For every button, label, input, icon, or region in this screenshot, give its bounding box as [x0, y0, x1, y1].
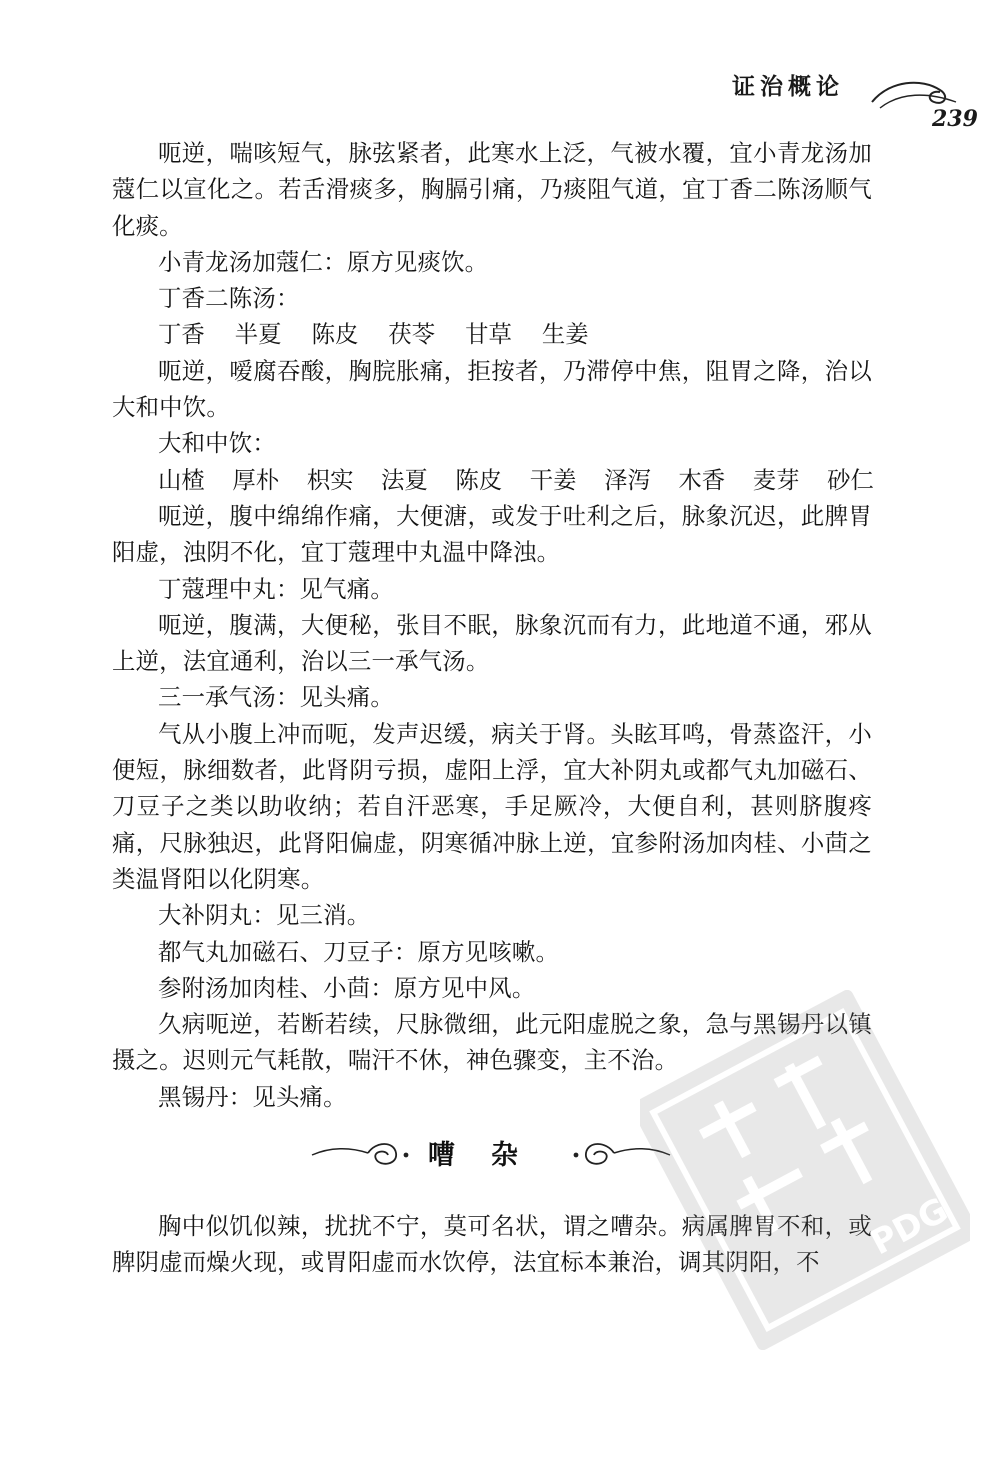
- formula-reference: 都气丸加磁石、刀豆子：原方见咳嗽。: [158, 937, 560, 966]
- formula-reference: 参附汤加肉桂、小茴：原方见中风。: [158, 973, 536, 1002]
- herb-item: 砂仁: [827, 465, 874, 494]
- main-text: [0, 135, 983, 1115]
- herb-item: 丁香: [158, 320, 205, 349]
- herb-item: 山楂: [158, 465, 205, 494]
- herb-item: 厚朴: [232, 465, 280, 494]
- herb-item: 生姜: [541, 320, 589, 349]
- herb-item: 枳实: [306, 465, 354, 494]
- formula-reference: 丁蔻理中丸：见气痛。: [158, 574, 394, 603]
- herb-list: [0, 462, 874, 498]
- paragraph: 久病呃逆，若断若续，尺脉微细，此元阳虚脱之象，急与黑锡丹以镇摄之。迟则元气耗散，喘汗不休，神色骤变，主不治。: [112, 1010, 872, 1075]
- herb-item: 半夏: [234, 320, 282, 349]
- section-title: 嘈杂: [428, 1140, 554, 1171]
- section-text: [0, 1208, 983, 1281]
- paragraph: 气从小腹上冲而呃，发声迟缓，病关于肾。头眩耳鸣，骨蒸盗汗，小便短，脉细数者，此肾阴亏损，虚阳上浮，宜大补阴丸或都气丸加磁石、刀豆子之类以助收纳；若自汗恶寒，手足厥冷，大便自利，甚则脐腹疼痛，尺脉独迟，此肾阳偏虚，阴寒循冲脉上逆，宜参附汤加肉桂、小茴之类温肾阳以化阴寒。: [112, 719, 872, 893]
- page-number: 239: [932, 106, 978, 132]
- formula-reference: 小青龙汤加蔻仁：原方见痰饮。: [158, 247, 489, 276]
- left-scroll-ornament-icon: [310, 1137, 410, 1173]
- section-heading: [310, 1125, 670, 1185]
- formula-reference: 黑锡丹：见头痛。: [158, 1082, 347, 1111]
- herb-list: [0, 316, 878, 352]
- herb-item: 麦芽: [752, 465, 800, 494]
- herb-item: 茯苓: [388, 320, 436, 349]
- herb-item: 法夏: [381, 465, 428, 494]
- watermark-text: PDG: [864, 1189, 955, 1264]
- paragraph: 呃逆，喘咳短气，脉弦紧者，此寒水上泛，气被水覆，宜小青龙汤加蔻仁以宣化之。若舌滑痰多，胸膈引痛，乃痰阻气道，宜丁香二陈汤顺气化痰。: [112, 139, 872, 240]
- herb-item: 泽泻: [604, 465, 651, 494]
- herb-item: 干姜: [529, 465, 577, 494]
- formula-reference: 三一承气汤：见头痛。: [158, 683, 394, 712]
- formula-heading: 丁香二陈汤：: [158, 284, 300, 313]
- formula-heading: 大和中饮：: [158, 429, 276, 458]
- right-scroll-ornament-icon: [572, 1137, 672, 1173]
- herb-item: 陈皮: [311, 320, 359, 349]
- paragraph: 胸中似饥似辣，扰扰不宁，莫可名状，谓之嘈杂。病属脾胃不和，或脾阴虚而燥火现，或胃阳虚而水饮停，法宜标本兼治，调其阴阳，不: [112, 1212, 872, 1277]
- herb-item: 甘草: [465, 320, 512, 349]
- paragraph: 呃逆，腹满，大便秘，张目不眠，脉象沉而有力，此地道不通，邪从上逆，法宜通利，治以三一承气汤。: [112, 610, 872, 676]
- paragraph: 呃逆，嗳腐吞酸，胸脘胀痛，拒按者，乃滞停中焦，阻胃之降，治以大和中饮。: [112, 356, 872, 422]
- formula-reference: 大补阴丸：见三消。: [158, 901, 371, 930]
- header-title: 证治概论: [732, 73, 844, 100]
- herb-item: 陈皮: [455, 465, 503, 494]
- paragraph: 呃逆，腹中绵绵作痛，大便溏，或发于吐利之后，脉象沉迟，此脾胃阳虚，浊阴不化，宜丁蔻理中丸温中降浊。: [112, 501, 872, 567]
- herb-item: 木香: [678, 465, 726, 494]
- running-header: [720, 62, 978, 132]
